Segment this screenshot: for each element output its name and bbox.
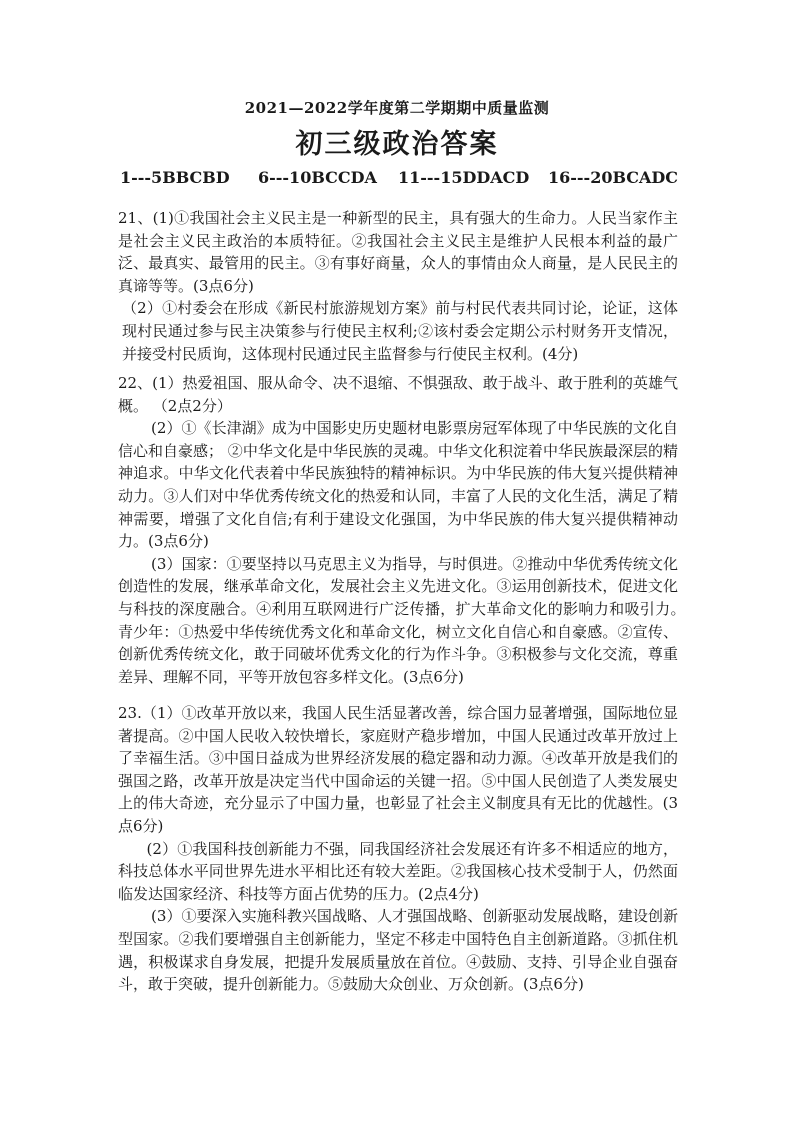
mc-answers-1-5: 1---5BBCBD — [120, 168, 230, 187]
q22-part3: (3）国家：①要坚持以马克思主义为指导，与时俱进。②推动中华优秀传统文化创造性的发展，继承革命文化，发展社会主义先进文化。③运用创新技术，促进文化与科技的深度融合。④利用互联网进行广泛传播，扩大革命文化的影响力和吸引力。 青少年：①热爱中华传统优秀文化和革命文化，树立文化自信心和自豪感。②宣传、创新优秀传统文化，敢于同破坏优秀文化的行为作斗争。③积极参与文化交流，尊重差异、理解不同，平等开放包容多样文化。(3点6分) — [118, 554, 754, 686]
question-23-answer — [118, 702, 678, 996]
page-title: 初三级政治答案 — [295, 129, 499, 160]
q23-part1: 23.（1）①改革开放以来，我国人民生活显著改善，综合国力显著增强，国际地位显著提高。②中国人民收入较快增长，家庭财产稳步增加，中国人民通过改革开放过上了幸福生活。③中国日益成为世界经济发展的稳定器和动力源。④改革开放是我们的强国之路，改革开放是决定当代中国命运的关键一招。⑤中国人民创造了人类发展史上的伟大奇迹，充分显示了中国力量，也彰显了社会主义制度具有无比的优越性。(3点6分) — [118, 704, 678, 835]
mc-answers-6-10: 6---10BCCDA — [258, 168, 377, 187]
q23-part3: (3）①要深入实施科教兴国战略、人才强国战略、创新驱动发展战略，建设创新型国家。②我们要增强自主创新能力，坚定不移走中国特色自主创新道路。③抓住机遇，积极谋求自身发展，把提升发展质量放在首位。④鼓励、支持、引导企业自强奋斗，敢于突破，提升创新能力。⑤鼓励大众创业、万众创新。(3点6分) — [118, 907, 678, 994]
q22-part1: 22、(1）热爱祖国、服从命令、决不退缩、不惧强敌、敢于战斗、敢于胜利的英雄气概。 （2点2分） — [118, 374, 678, 415]
question-21-answer — [118, 207, 678, 365]
question-22-answer — [118, 372, 754, 688]
q21-part2: （2）①村委会在形成《新民村旅游规划方案》前与村民代表共同讨论，论证，这体现村民通过参与民主决策参与行使民主权利;②该村委会定期公示村财务开支情况，并接受村民质询，这体现村民通过民主监督参与行使民主权利。(4分) — [122, 299, 678, 363]
exam-subtitle: 2021—2022学年度第二学期期中质量监测 — [244, 99, 550, 117]
q21-part1: 21、(1)①我国社会主义民主是一种新型的民主，具有强大的生命力。人民当家作主是社会主义民主政治的本质特征。②我国社会主义民主是维护人民根本利益的最广泛、最真实、最管用的民主。③有事好商量，众人的事情由众人商量，是人民民主的真谛等等。(3点6分) — [118, 209, 678, 295]
q22-part2: (2）①《长津湖》成为中国影史历史题材电影票房冠军体现了中华民族的文化自信心和自豪感； ②中华文化是中华民族的灵魂。中华文化积淀着中华民族最深层的精神追求。中华文化代表着中华民族独特的精神标识。为中华民族的伟大复兴提供精神动力。③人们对中华优秀传统文化的热爱和认同，丰富了人民的文化生活，满足了精神需要，增强了文化自信;有利于建设文化强国，为中华民族的伟大复兴提供精神动力。(3点6分) — [118, 419, 678, 551]
q23-part2: (2）①我国科技创新能力不强，同我国经济社会发展还有许多不相适应的地方，科技总体水平同世界先进水平相比还有较大差距。②我国核心技术受制于人，仍然面临发达国家经济、科技等方面占优势的压力。(2点4分) — [118, 839, 678, 903]
mc-answers-11-15: 11---15DDACD — [398, 168, 530, 187]
mc-answers-16-20: 16---20BCADC — [548, 168, 679, 187]
